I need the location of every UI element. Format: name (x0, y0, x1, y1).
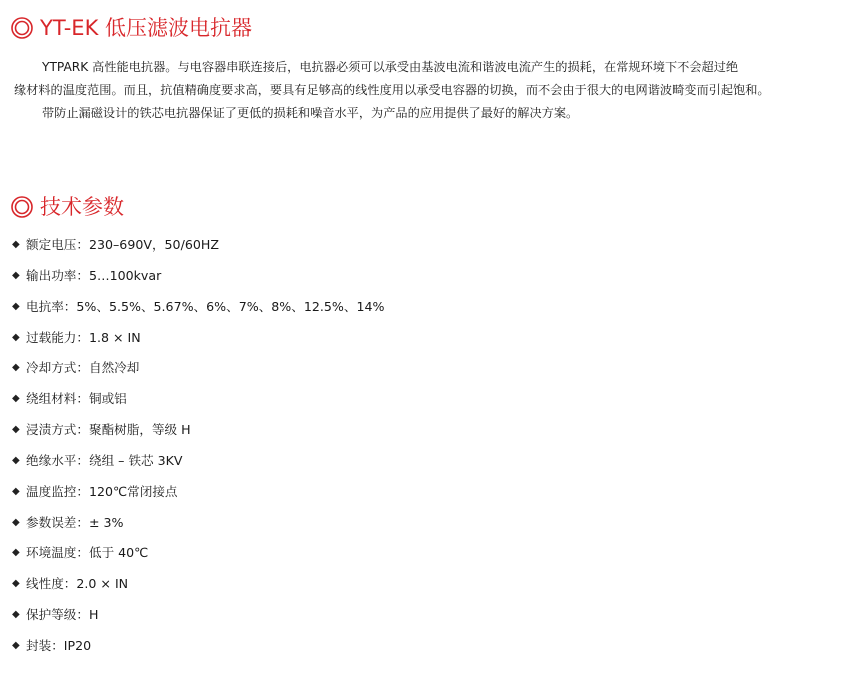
param-text: 线性度：2.0 × IN (26, 576, 129, 592)
param-item (12, 388, 832, 419)
param-item (12, 234, 832, 265)
param-item (12, 296, 832, 327)
param-item (12, 327, 832, 358)
params-title (10, 193, 124, 221)
param-item (12, 357, 832, 388)
param-item (12, 450, 832, 481)
diamond-bullet-icon: ◆ (12, 547, 20, 559)
param-text: 浸渍方式：聚酯树脂，等级 H (26, 422, 191, 438)
diamond-bullet-icon: ◆ (12, 331, 20, 343)
product-title-text: YT-EK 低压滤波电抗器 (40, 16, 253, 40)
param-text: 环境温度：低于 40℃ (26, 545, 149, 561)
description-line: YTPARK 高性能电抗器。与电容器串联连接后，电抗器必须可以承受由基波电流和谐波电流产生的损耗，在常规环境下不会超过绝 (42, 60, 739, 74)
diamond-bullet-icon: ◆ (12, 393, 20, 405)
param-text: 冷却方式：自然冷却 (26, 360, 140, 376)
diamond-bullet-icon: ◆ (12, 362, 20, 374)
param-item (12, 635, 832, 666)
param-item (12, 265, 832, 296)
diamond-bullet-icon: ◆ (12, 424, 20, 436)
diamond-bullet-icon: ◆ (12, 454, 20, 466)
double-circle-icon (10, 16, 34, 40)
param-item (12, 542, 832, 573)
diamond-bullet-icon: ◆ (12, 239, 20, 250)
diamond-bullet-icon: ◆ (12, 269, 20, 281)
diamond-bullet-icon: ◆ (12, 639, 20, 651)
product-title (10, 14, 252, 42)
param-item (12, 512, 832, 543)
param-text: 封装：IP20 (26, 637, 92, 653)
param-item (12, 573, 832, 604)
diamond-bullet-icon: ◆ (12, 609, 20, 621)
param-text: 绕组材料：铜或铝 (26, 391, 127, 407)
param-text: 参数误差：± 3% (26, 514, 124, 530)
param-item (12, 419, 832, 450)
diamond-bullet-icon: ◆ (12, 300, 20, 312)
product-description (14, 56, 840, 125)
description-line: 缘材料的温度范围。而且，抗值精确度要求高，要具有足够高的线性度用以承受电容器的切换，而不会由于很大的电网谐波畸变而引起饱和。 (14, 83, 770, 97)
param-item (12, 604, 832, 635)
params-list (12, 234, 832, 666)
param-text: 过载能力：1.8 × IN (26, 329, 141, 345)
param-text: 绝缘水平：绕组 – 铁芯 3KV (26, 452, 183, 468)
params-title-text: 技术参数 (40, 195, 124, 219)
param-text: 保护等级：H (26, 607, 99, 623)
diamond-bullet-icon: ◆ (12, 485, 20, 497)
double-circle-icon (10, 195, 34, 219)
param-item (12, 481, 832, 512)
param-text: 电抗率：5%、5.5%、5.67%、6%、7%、8%、12.5%、14% (26, 298, 385, 314)
diamond-bullet-icon: ◆ (12, 516, 20, 528)
param-text: 额定电压：230–690V，50/60HZ (26, 237, 219, 252)
description-line: 带防止漏磁设计的铁芯电抗器保证了更低的损耗和噪音水平，为产品的应用提供了最好的解决方案。 (42, 106, 579, 120)
param-text: 输出功率：5…100kvar (26, 267, 162, 283)
param-text: 温度监控：120℃常闭接点 (26, 483, 178, 499)
diamond-bullet-icon: ◆ (12, 578, 20, 590)
